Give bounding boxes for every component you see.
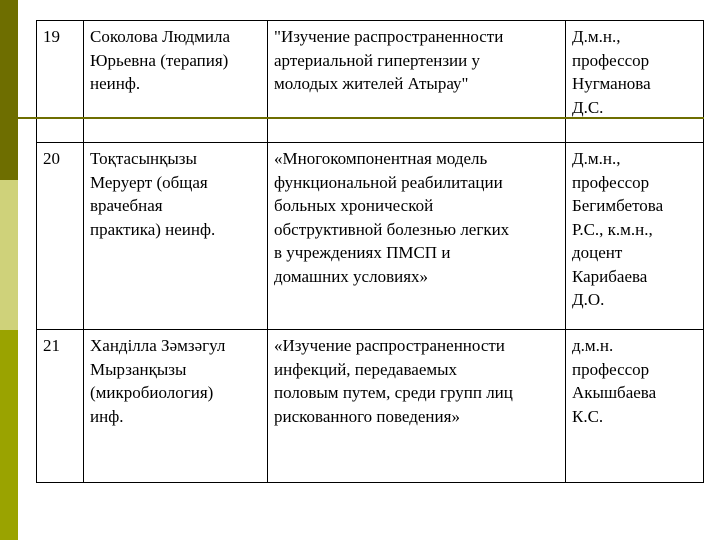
research-topic-cell — [268, 330, 566, 483]
supervisor-line: профессор — [572, 50, 650, 70]
supervisor-line: Карибаева — [572, 266, 648, 286]
research-topic-cell — [268, 21, 566, 143]
left-accent-bar-top — [0, 0, 18, 180]
student-name-cell — [84, 143, 268, 330]
research-topic-line: "Изучение распространенности — [274, 27, 504, 46]
student-name-line: врачебная — [90, 196, 163, 215]
row-number: 19 — [43, 27, 60, 46]
supervisor-line: Нугманова — [572, 74, 651, 93]
supervisor-line: Д.м.н., — [572, 149, 621, 168]
student-name-line: Хандiлла Зәмзәгул — [90, 336, 226, 355]
supervisor-line: Д.С. — [572, 97, 604, 117]
table-row — [37, 143, 704, 330]
thesis-table — [36, 20, 704, 483]
research-topic-line: молодых жителей Атырау" — [274, 74, 469, 93]
table-row — [37, 330, 704, 483]
student-name-line: Соколова Людмила — [90, 27, 230, 46]
supervisor-line: Д.м.н., — [572, 27, 621, 46]
student-name-line: Меруерт (общая — [90, 172, 208, 192]
research-topic-line: больных хронической — [274, 196, 434, 215]
student-name-line: Тоқтасынқызы — [90, 149, 197, 168]
research-topic-line: домашних условиях» — [274, 266, 429, 286]
supervisor-cell — [566, 330, 704, 483]
research-topic-line: в учреждениях ПМСП и — [274, 243, 451, 262]
supervisor-line: профессор — [572, 172, 650, 192]
supervisor-cell — [566, 21, 704, 143]
table-row — [37, 21, 704, 143]
research-topic-line: обструктивной болезнью легких — [274, 219, 510, 239]
row-number-cell — [37, 330, 84, 483]
row-number: 20 — [43, 149, 60, 168]
research-topic-cell — [268, 143, 566, 330]
student-name-line: (микробиология) — [90, 383, 214, 402]
student-name-line: практика) неинф. — [90, 219, 216, 239]
supervisor-line: доцент — [572, 243, 623, 262]
research-topic-line: рискованного поведения» — [274, 406, 460, 426]
accent-divider-line — [18, 117, 704, 119]
student-name-line: инф. — [90, 406, 124, 426]
student-name-cell — [84, 330, 268, 483]
student-name-line: Юрьевна (терапия) — [90, 50, 229, 70]
student-name-cell — [84, 21, 268, 143]
supervisor-line: д.м.н. — [572, 336, 614, 355]
research-topic-line: инфекций, передаваемых — [274, 359, 458, 379]
supervisor-cell — [566, 143, 704, 330]
research-topic-line: «Изучение распространенности — [274, 336, 505, 355]
student-name-line: неинф. — [90, 74, 141, 93]
research-topic-line: половым путем, среди групп лиц — [274, 383, 513, 402]
research-topic-line: артериальной гипертензии у — [274, 50, 480, 70]
row-number-cell — [37, 143, 84, 330]
row-number-cell — [37, 21, 84, 143]
left-accent-bar-middle — [0, 180, 18, 330]
student-name-line: Мырзанқызы — [90, 359, 187, 379]
supervisor-line: Бегимбетова — [572, 196, 664, 215]
row-number: 21 — [43, 336, 60, 355]
supervisor-line: Д.О. — [572, 290, 605, 309]
left-accent-bar-bottom — [0, 330, 18, 540]
supervisor-line: профессор — [572, 359, 650, 379]
supervisor-line: Акышбаева — [572, 383, 657, 402]
research-topic-line: функциональной реабилитации — [274, 172, 503, 192]
supervisor-line: К.С. — [572, 406, 604, 426]
supervisor-line: Р.С., к.м.н., — [572, 219, 653, 239]
research-topic-line: «Многокомпонентная модель — [274, 149, 488, 168]
